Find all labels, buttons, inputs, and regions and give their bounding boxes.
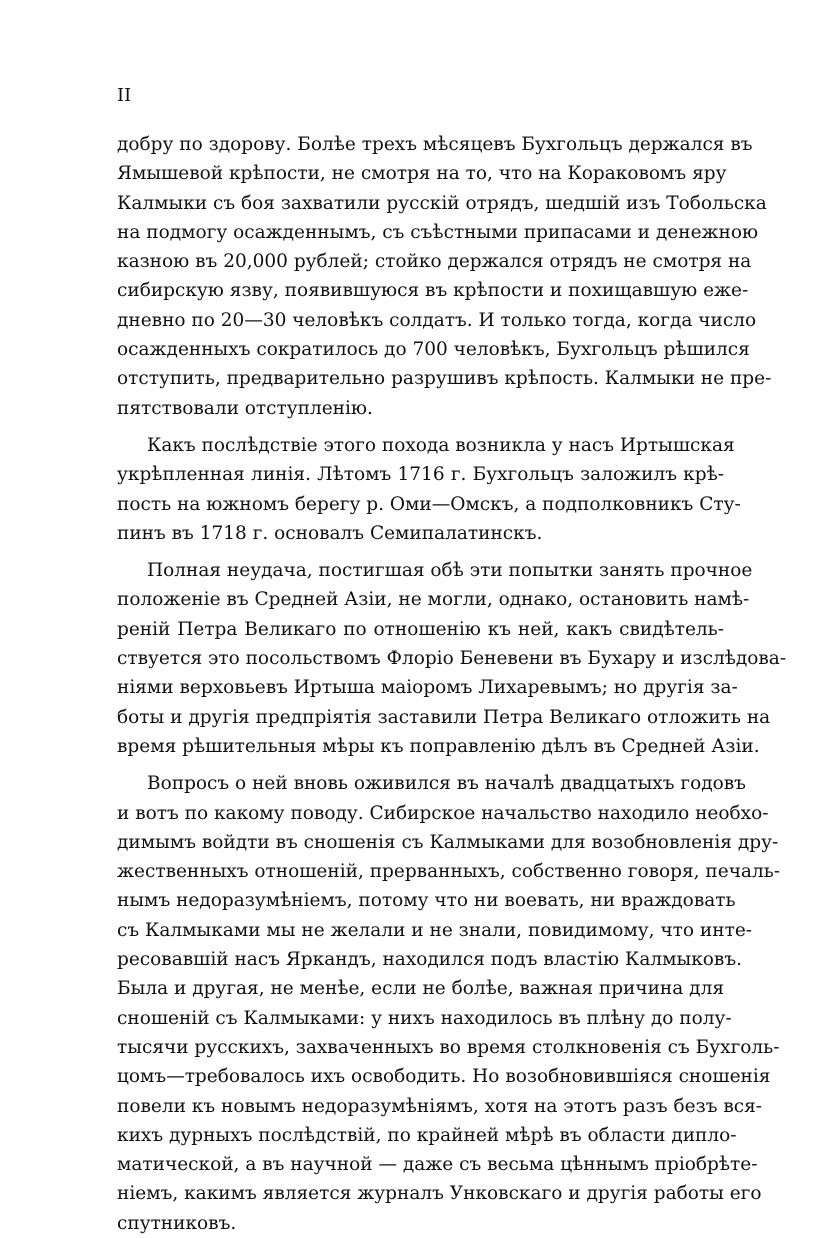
text-line: реній Петра Великаго по отношенію къ ней, какъ свидѣтель- [117, 618, 724, 640]
text-line: сибирскую язву, появившуюся въ крѣпости и похищавшую еже- [117, 280, 749, 302]
text-line: Ямышевой крѣпости, не смотря на то, что на Кораковомъ яру [117, 163, 727, 185]
text-line: боты и другія предпріятія заставили Петра Великаго отложить на [117, 706, 771, 728]
text-line: укрѣпленная линія. Лѣтомъ 1716 г. Бухгольцъ заложилъ крѣ- [117, 464, 724, 486]
text-line: жественныхъ отношеній, прерванныхъ, собственно говоря, печаль- [117, 861, 781, 883]
text-line: цомъ—требовалось ихъ освободить. Но возобновившіяся сношенія [117, 1066, 771, 1088]
paragraph-3 [117, 556, 787, 761]
paragraph-1 [117, 130, 772, 423]
text-line: матической, а въ научной — даже съ весьма цѣннымъ пріобрѣте- [117, 1154, 758, 1176]
text-line: Полная неудача, постигшая обѣ эти попытки занять прочное [147, 560, 753, 582]
text-line: съ Калмыками мы не желали и не знали, повидимому, что инте- [117, 919, 753, 941]
text-line: Была и другая, не менѣе, если не болѣе, важная причина для [117, 978, 724, 1000]
text-line: казною въ 20,000 рублей; стойко держался отрядъ не смотря на [117, 251, 752, 273]
page-number: II [117, 85, 132, 106]
paragraph-2 [117, 431, 741, 548]
text-line: Вопросъ о ней вновь оживился въ началѣ двадцатыхъ годовъ [147, 773, 746, 795]
text-line: положеніе въ Средней Азіи, не могли, однако, остановить намѣ- [117, 589, 750, 611]
text-line: сношеній съ Калмыками: у нихъ находилось въ плѣну до полу- [117, 1007, 732, 1029]
text-line: осажденныхъ сократилось до 700 человѣкъ, Бухгольцъ рѣшился [117, 339, 750, 361]
text-line: пинъ въ 1718 г. основалъ Семипалатинскъ. [117, 522, 543, 544]
text-line: тысячи русскихъ, захваченныхъ во время столкновенія съ Бухголь- [117, 1036, 780, 1058]
text-line: нымъ недоразумѣніемъ, потому что ни воевать, ни враждовать [117, 890, 736, 912]
text-line: ствуется это посольствомъ Флоріо Беневени въ Бухару и изслѣдова- [117, 648, 787, 670]
text-line: пятствовали отступленію. [117, 397, 373, 419]
text-line: спутниковъ. [117, 1212, 237, 1234]
text-line: дневно по 20—30 человѣкъ солдатъ. И только тогда, когда число [117, 309, 757, 331]
text-line: и вотъ по какому поводу. Сибирское начальство находило необхо- [117, 802, 769, 824]
text-line: добру по здорову. Болѣе трехъ мѣсяцевъ Бухгольцъ держался въ [117, 134, 753, 155]
paragraph-4 [117, 769, 781, 1238]
text-line: пость на южномъ берегу р. Оми—Омскъ, а подполковникъ Сту- [117, 493, 741, 515]
text-line: димымъ войдти въ сношенія съ Калмыками для возобновленія дру- [117, 831, 779, 853]
text-line: время рѣшительныя мѣры къ поправленію дѣлъ въ Средней Азіи. [117, 735, 760, 757]
text-line: Калмыки съ боя захватили русскій отрядъ, шедшій изъ Тобольска [117, 192, 767, 214]
text-line: на подмогу осажденнымъ, съ съѣстными припасами и денежною [117, 221, 759, 243]
text-line: кихъ дурныхъ послѣдствій, по крайней мѣрѣ въ области дипло- [117, 1124, 737, 1146]
text-line: ніемъ, какимъ является журналъ Унковскаго и другія работы его [117, 1183, 762, 1205]
text-line: повели къ новымъ недоразумѣніямъ, хотя на этотъ разъ безъ вся- [117, 1095, 763, 1117]
text-line: ніями верховьевъ Иртыша маіоромъ Лихаревымъ; но другія за- [117, 677, 738, 699]
body-text [117, 130, 787, 1238]
text-line: Какъ послѣдствіе этого похода возникла у насъ Иртышская [147, 434, 735, 456]
text-line: ресовавшій насъ Яркандъ, находился подъ властію Калмыковъ. [117, 949, 742, 971]
text-line: отступить, предварительно разрушивъ крѣпость. Калмыки не пре- [117, 368, 772, 390]
